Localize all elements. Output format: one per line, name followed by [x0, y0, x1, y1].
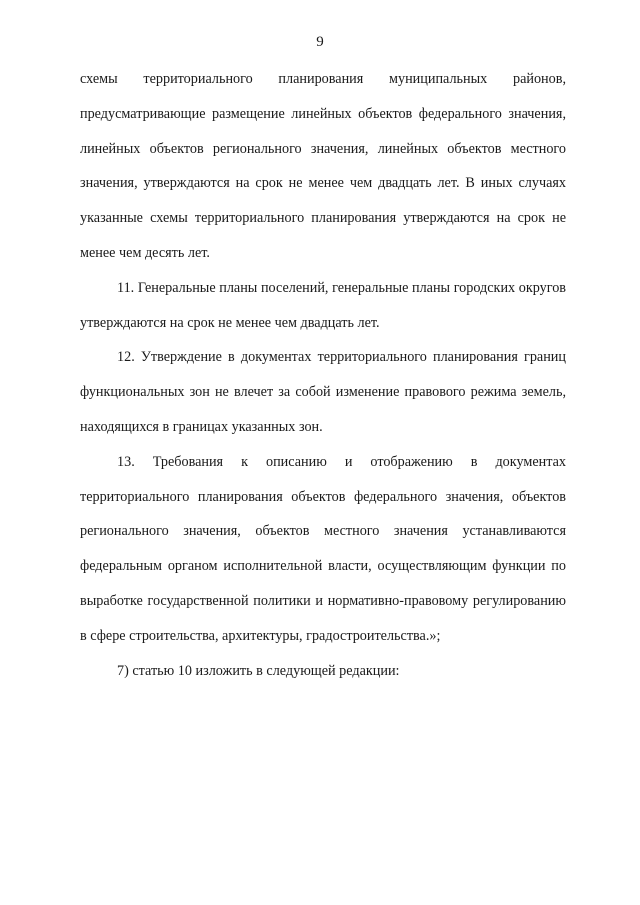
page-number: 9	[316, 34, 324, 50]
paragraph-continuation: схемы территориального планирования муниципальных районов, предусматривающие размещение линейных объектов федерального значения, линейных объектов регионального значения, линейных объектов местного значения, утверждаются на срок не менее чем двадцать лет. В иных случаях указанные схемы территориального планирования утверждаются на срок не менее чем десять лет.	[80, 71, 566, 261]
document-body	[80, 62, 566, 688]
paragraph-11: 11. Генеральные планы поселений, генеральные планы городских округов утверждаются на срок не менее чем двадцать лет.	[80, 279, 566, 331]
paragraph-13: 13. Требования к описанию и отображению в документах территориального планирования объектов федерального значения, объектов регионального значения, объектов местного значения устанавливаются федеральным органом исполнительной власти, осуществляющим функции по выработке государственной политики и нормативно-правовому регулированию в сфере строительства, архитектуры, градостроительства.»;	[80, 453, 566, 644]
paragraph-item-7: 7) статью 10 изложить в следующей редакции:	[117, 662, 400, 679]
paragraph-12: 12. Утверждение в документах территориального планирования границ функциональных зон не влечет за собой изменение правового режима земель, находящихся в границах указанных зон.	[80, 349, 566, 435]
